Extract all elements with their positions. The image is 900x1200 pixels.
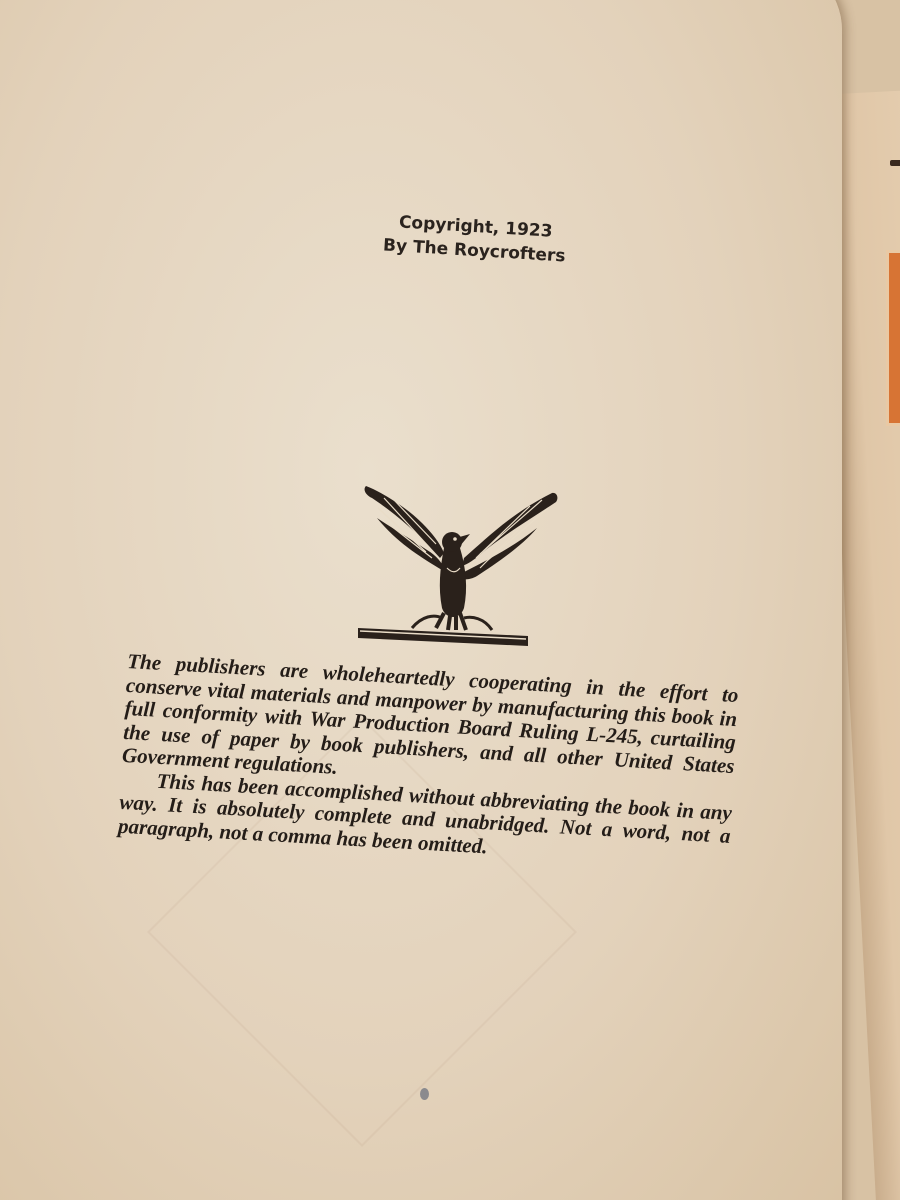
publisher-line: By The Roycrofters <box>382 235 567 267</box>
adjacent-page-mark <box>890 160 900 166</box>
notice-paragraph: The publishers are wholeheartedly cooperating in the effort to conserve vital materials and manpower by manufacturing this book in full conformity with War Production Board Ruling L-245, curtailing the use of paper by book publishers, and all other United States Government regulations. <box>121 649 740 779</box>
show-through-ghost <box>0 10 810 370</box>
eagle-icon <box>352 478 564 654</box>
wartime-notice <box>118 650 740 872</box>
notice-paragraph: This has been accomplished without abbreviating the book in any way. It is absolutely complete and unabridged. Not a word, not a paragraph, not a comma has been omitted. <box>117 768 733 858</box>
copyright-line: Copyright, 1923 <box>398 212 554 242</box>
page-speck <box>420 1088 429 1100</box>
adjacent-page-orange-border <box>886 250 900 426</box>
